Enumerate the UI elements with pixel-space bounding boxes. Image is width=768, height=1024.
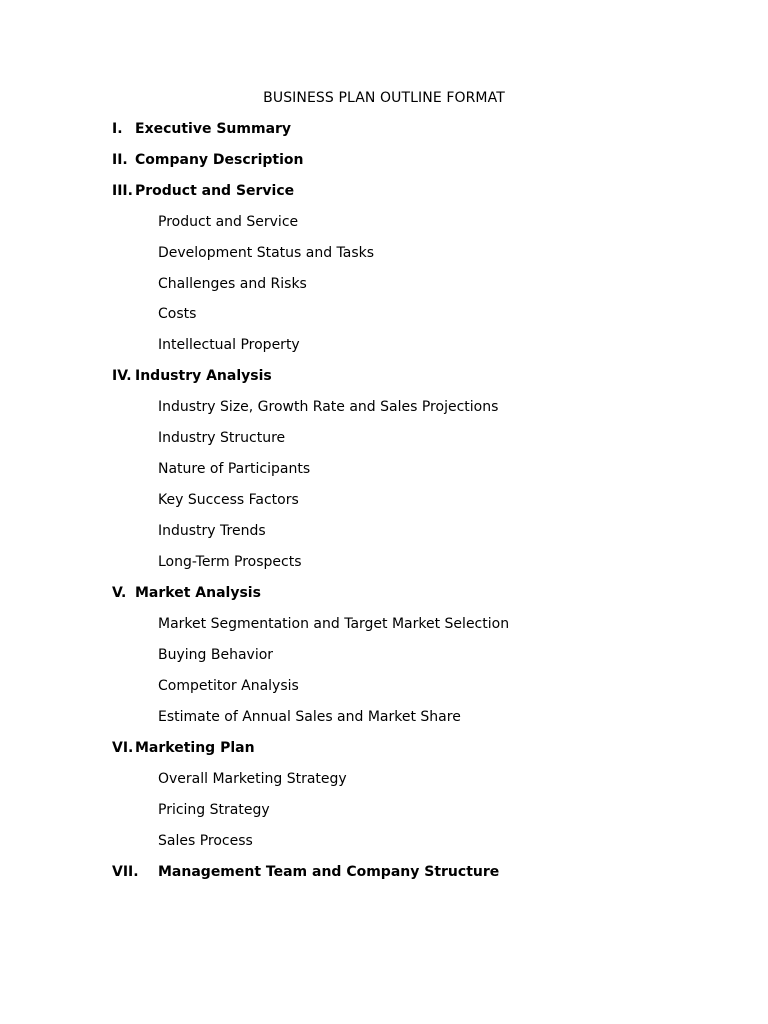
outline-item: Development Status and Tasks: [158, 245, 375, 261]
outline-item: Market Segmentation and Target Market Selection: [158, 616, 510, 632]
outline-item: Long-Term Prospects: [158, 554, 302, 570]
section-title: Management Team and Company Structure: [158, 864, 500, 880]
section-numeral: V.: [112, 585, 127, 601]
outline-item: Industry Size, Growth Rate and Sales Projections: [158, 399, 499, 415]
section-numeral: I.: [112, 121, 123, 137]
section-title: Company Description: [135, 152, 304, 168]
outline-item: Pricing Strategy: [158, 802, 270, 818]
outline-item: Competitor Analysis: [158, 678, 299, 694]
section-heading-executive-summary: [112, 120, 291, 138]
section-heading-industry-analysis: [112, 367, 272, 385]
outline-item: Costs: [158, 306, 197, 322]
document-title-text: BUSINESS PLAN OUTLINE FORMAT: [263, 90, 505, 106]
outline-item: Sales Process: [158, 833, 253, 849]
section-numeral: VII.: [112, 864, 139, 880]
outline-item: Intellectual Property: [158, 337, 300, 353]
section-heading-product-and-service: [112, 182, 294, 200]
outline-item: Industry Trends: [158, 523, 266, 539]
outline-item: Estimate of Annual Sales and Market Share: [158, 709, 461, 725]
outline-item: Challenges and Risks: [158, 276, 307, 292]
section-title: Market Analysis: [135, 585, 261, 601]
section-title: Industry Analysis: [135, 368, 272, 384]
section-title: Executive Summary: [135, 121, 292, 137]
outline-item: Key Success Factors: [158, 492, 299, 508]
section-title: Product and Service: [135, 183, 295, 199]
section-heading-company-description: [112, 151, 303, 169]
section-numeral: III.: [112, 183, 133, 199]
document-title: [0, 89, 768, 107]
section-numeral: VI.: [112, 740, 134, 756]
section-numeral: IV.: [112, 368, 132, 384]
outline-item: Overall Marketing Strategy: [158, 771, 347, 787]
outline-item: Nature of Participants: [158, 461, 311, 477]
outline-item: Industry Structure: [158, 430, 286, 446]
outline-item: Product and Service: [158, 214, 299, 230]
section-title: Marketing Plan: [135, 740, 255, 756]
outline-item: Buying Behavior: [158, 647, 274, 663]
section-heading-management-team: [112, 863, 499, 881]
section-heading-market-analysis: [112, 584, 261, 602]
section-heading-marketing-plan: [112, 739, 255, 757]
section-numeral: II.: [112, 152, 128, 168]
